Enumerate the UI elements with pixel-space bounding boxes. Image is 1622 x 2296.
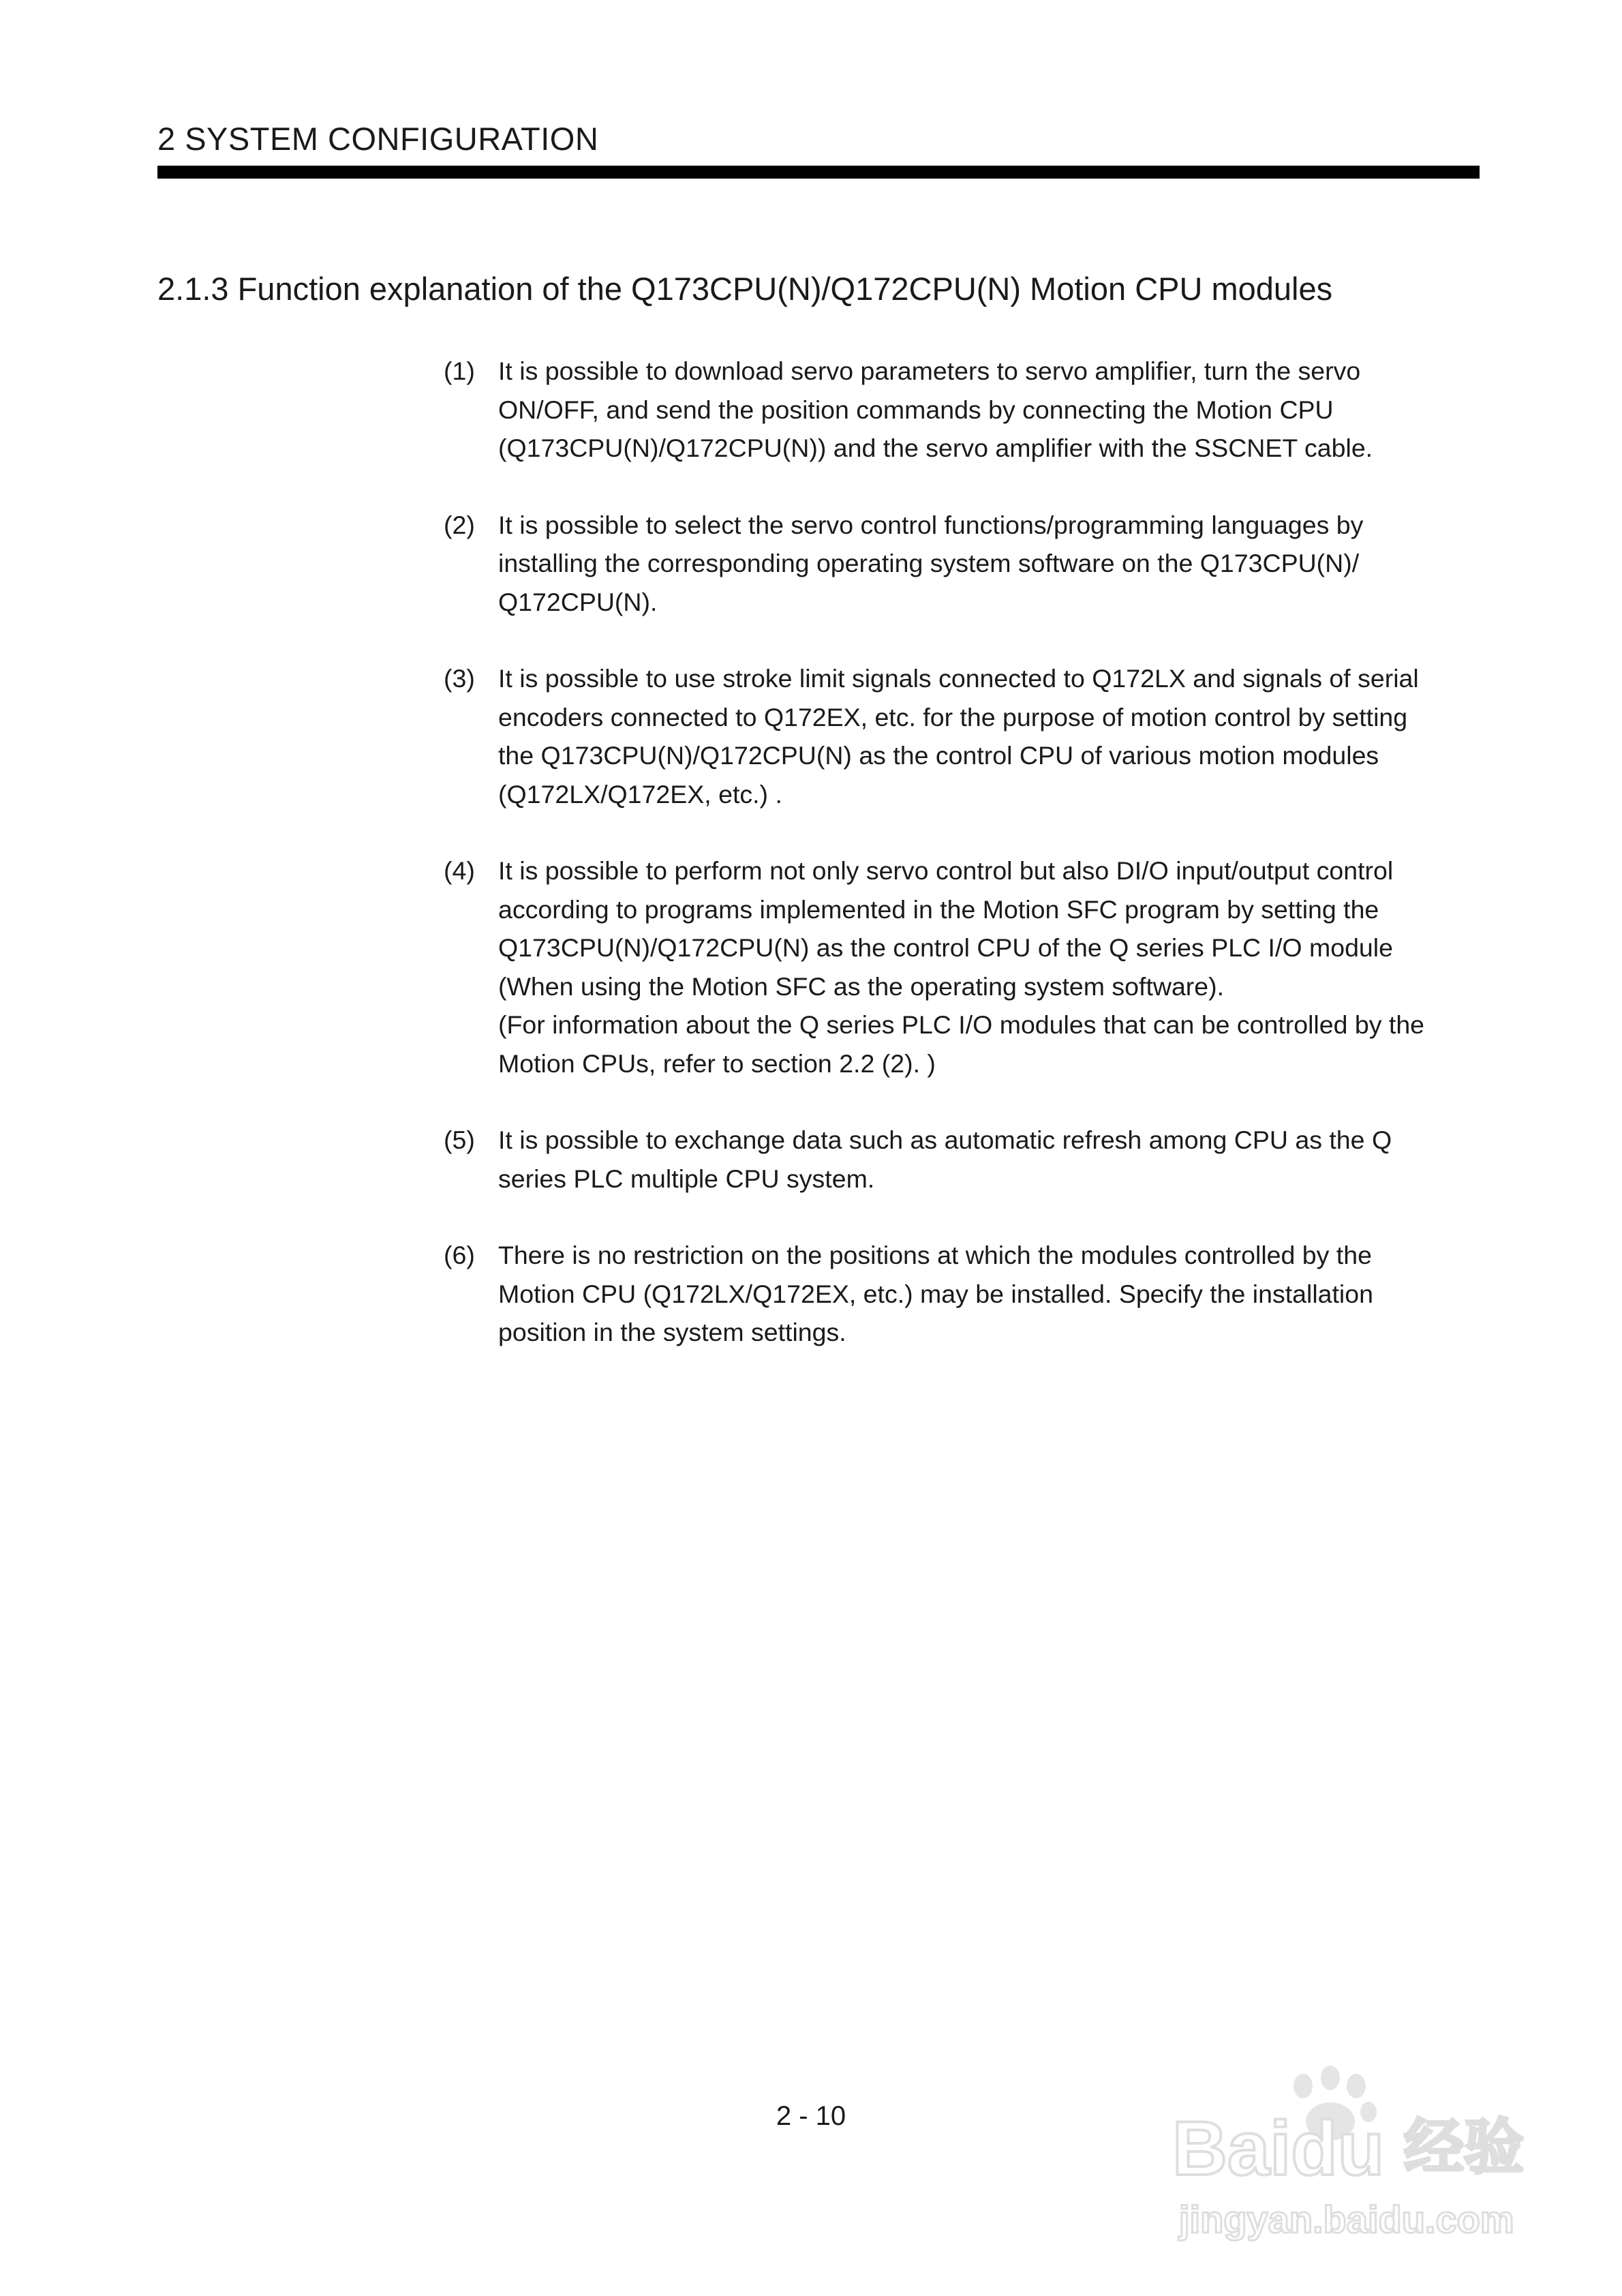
- item-line: It is possible to use stroke limit signals connected to Q172LX and signals of serial: [498, 664, 1419, 693]
- item-line: Q172CPU(N).: [498, 587, 658, 616]
- item-number: (2): [444, 510, 475, 539]
- list-item: [444, 1236, 1480, 1352]
- item-line: Motion CPUs, refer to section 2.2 (2). ): [498, 1048, 936, 1078]
- page-number: 2 - 10: [776, 2101, 846, 2131]
- section-title: 2.1.3 Function explanation of the Q173CPU(N)/Q172CPU(N) Motion CPU modules: [157, 271, 1333, 307]
- item-text: [498, 352, 1480, 468]
- item-text: [498, 1121, 1480, 1198]
- baidu-jingyan-watermark: [1152, 2059, 1533, 2263]
- list-item: [444, 851, 1480, 1083]
- list-item: [444, 659, 1480, 813]
- list-item: [444, 506, 1480, 622]
- item-number: (6): [444, 1241, 475, 1269]
- item-line: It is possible to download servo parameters to servo amplifier, turn the servo: [498, 357, 1361, 385]
- item-line: There is no restriction on the positions at which the modules controlled by the: [498, 1241, 1372, 1269]
- item-line: ON/OFF, and send the position commands by connecting the Motion CPU: [498, 395, 1334, 424]
- item-line: (For information about the Q series PLC I/O modules that can be controlled by the: [498, 1010, 1425, 1039]
- item-line: It is possible to select the servo control functions/programming languages by: [498, 510, 1364, 539]
- item-line: (Q173CPU(N)/Q172CPU(N)) and the servo amplifier with the SSCNET cable.: [498, 434, 1373, 462]
- item-number: (1): [444, 357, 475, 385]
- watermark-cn: 经验: [1404, 2112, 1525, 2182]
- item-line: (When using the Motion SFC as the operating system software).: [498, 971, 1225, 1001]
- item-line: according to programs implemented in the Motion SFC program by setting the: [498, 894, 1379, 924]
- item-line: It is possible to exchange data such as automatic refresh among CPU as the Q: [498, 1126, 1392, 1154]
- item-number: (3): [444, 664, 475, 693]
- item-line: It is possible to perform not only servo control but also DI/O input/output control: [498, 856, 1394, 885]
- watermark-url: jingyan.baidu.com: [1179, 2198, 1514, 2241]
- item-text: [498, 506, 1480, 622]
- item-text: [498, 1236, 1480, 1352]
- item-line: the Q173CPU(N)/Q172CPU(N) as the control CPU of various motion modules: [498, 741, 1379, 770]
- item-line: series PLC multiple CPU system.: [498, 1164, 875, 1193]
- item-text: [498, 659, 1480, 813]
- list-item: [444, 1121, 1480, 1198]
- list-item: [444, 352, 1480, 468]
- item-text: [498, 851, 1480, 1083]
- item-line: position in the system settings.: [498, 1318, 846, 1346]
- item-line: Q173CPU(N)/Q172CPU(N) as the control CPU of the Q series PLC I/O module: [498, 933, 1393, 962]
- watermark-brand: Baidu: [1172, 2106, 1385, 2191]
- numbered-list: [444, 352, 1480, 1390]
- item-line: installing the corresponding operating system software on the Q173CPU(N)/: [498, 549, 1360, 577]
- item-line: encoders connected to Q172EX, etc. for the purpose of motion control by setting: [498, 702, 1408, 731]
- item-line: (Q172LX/Q172EX, etc.) .: [498, 779, 782, 809]
- item-line: Motion CPU (Q172LX/Q172EX, etc.) may be installed. Specify the installation: [498, 1279, 1373, 1308]
- header-rule: [157, 166, 1480, 179]
- item-number: (5): [444, 1126, 475, 1154]
- item-number: (4): [444, 856, 475, 885]
- chapter-header: 2 SYSTEM CONFIGURATION: [157, 121, 599, 157]
